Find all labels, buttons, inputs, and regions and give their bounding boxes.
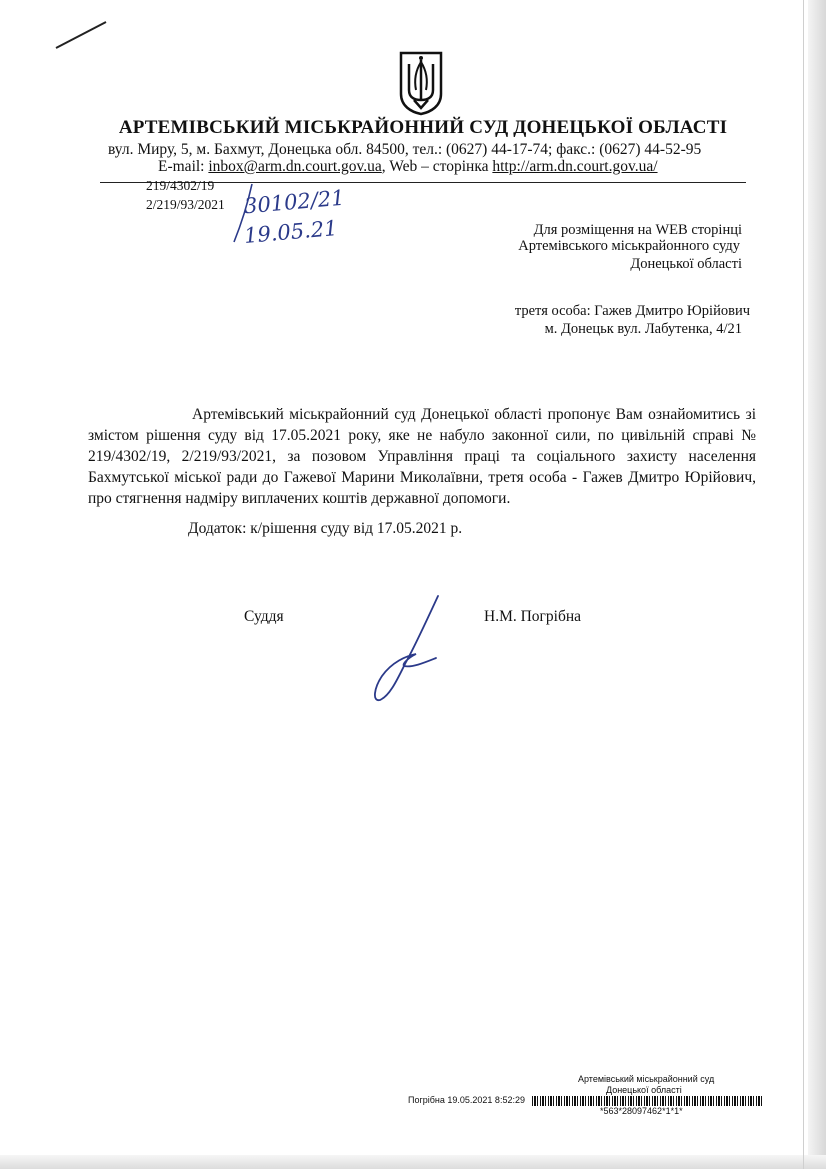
- court-name-heading: АРТЕМІВСЬКИЙ МІСЬКРАЙОННИЙ СУД ДОНЕЦЬКОЇ ОБЛАСТІ: [118, 117, 728, 138]
- web-link[interactable]: http://arm.dn.court.gov.ua/: [492, 158, 658, 175]
- web-recipient-line-3: Донецької області: [630, 256, 742, 272]
- handwritten-date: 19.05.21: [243, 215, 339, 249]
- e-stamp-signed: Погрібна 19.05.2021 8:52:29: [408, 1095, 525, 1105]
- e-stamp-region: Донецької області: [606, 1085, 682, 1095]
- court-contacts: [158, 158, 658, 176]
- attachment-note: Додаток: к/рішення суду від 17.05.2021 р.: [188, 520, 463, 537]
- court-address: вул. Миру, 5, м. Бахмут, Донецька обл. 84500, тел.: (0627) 44-17-74; факс.: (0627) 44-52-95: [108, 141, 702, 158]
- judge-name: Н.М. Погрібна: [484, 608, 582, 625]
- e-stamp-barcode: [532, 1096, 762, 1106]
- coat-of-arms-emblem: [398, 50, 444, 116]
- scan-mark: [52, 18, 112, 52]
- e-stamp-barcode-text: *563*28097462*1*1*: [600, 1106, 683, 1116]
- third-party-address: м. Донецьк вул. Лабутенка, 4/21: [544, 321, 742, 337]
- page-edge-line: [803, 0, 804, 1169]
- judge-signature: [370, 592, 450, 704]
- email-link[interactable]: inbox@arm.dn.court.gov.ua: [208, 158, 382, 175]
- email-label: E-mail:: [158, 158, 209, 175]
- web-label: , Web – сторінка: [381, 158, 493, 175]
- letter-body: [88, 404, 756, 509]
- web-recipient-line-2: Артемівського міськрайонного суду: [518, 238, 740, 254]
- scan-edge-right: [808, 0, 826, 1169]
- judge-label: Суддя: [244, 608, 284, 625]
- case-number: 219/4302/19: [146, 178, 215, 193]
- scan-edge-bottom: [0, 1155, 826, 1169]
- letter-body-text: Артемівський міськрайонний суд Донецької області пропонує Вам ознайомитись зі змістом рішення суду від 17.05.2021 року, яке не набуло законної сили, по цивільній справі № 219/4302/19, 2/219/93/2021, за позовом Управління праці та соціального захисту населення Бахмутської міської ради до Гажевої Марини Миколаївни, третя особа - Гажев Дмитро Юрійович, про стягнення надміру виплачених коштів державної допомоги.: [88, 406, 756, 507]
- e-stamp-court: Артемівський міськрайонний суд: [578, 1074, 715, 1084]
- proceeding-number: 2/219/93/2021: [146, 197, 225, 212]
- third-party-name: третя особа: Гажев Дмитро Юрійович: [514, 303, 750, 319]
- handwritten-outgoing-number: 30102/21: [243, 185, 346, 219]
- web-recipient-line-1: Для розміщення на WEB сторінці: [533, 222, 742, 238]
